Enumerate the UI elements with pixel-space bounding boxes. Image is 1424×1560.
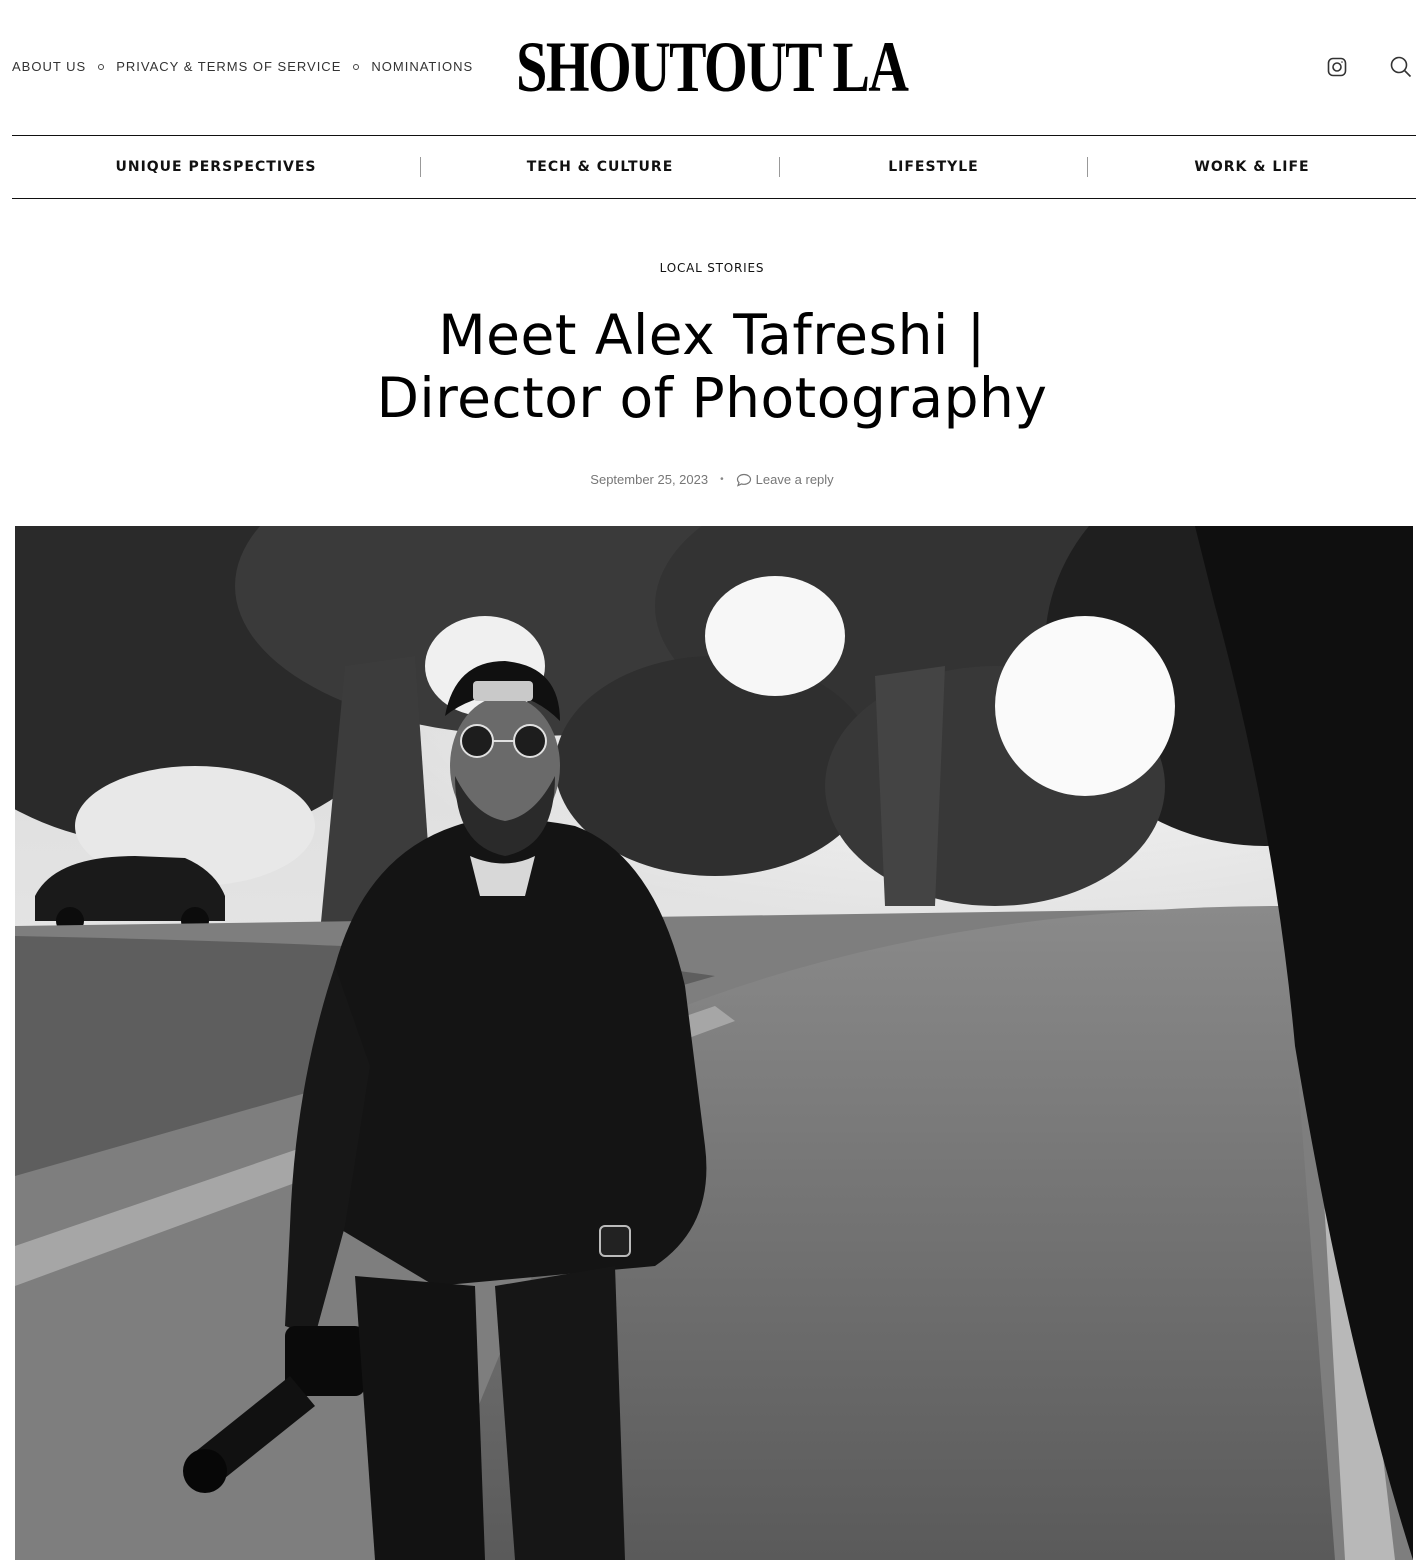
- site-logo[interactable]: [0, 28, 1424, 106]
- comment-icon: [736, 473, 752, 487]
- article-category[interactable]: LOCAL STORIES: [659, 261, 765, 275]
- header-icons: [1324, 54, 1414, 80]
- article-title: [300, 304, 1124, 430]
- leave-reply-label[interactable]: Leave a reply: [755, 472, 834, 487]
- article-title-line-1: Meet Alex Tafreshi |: [438, 303, 986, 367]
- nav-tech-culture[interactable]: TECH & CULTURE: [526, 159, 674, 175]
- site-header: [0, 0, 1424, 135]
- nav-lifestyle[interactable]: LIFESTYLE: [888, 159, 979, 175]
- article-title-line-2: Director of Photography: [376, 366, 1048, 430]
- hero-photo-illustration: [15, 526, 1413, 1560]
- site-logo-text[interactable]: SHOUTOUT LA: [516, 27, 908, 107]
- article-date[interactable]: September 25, 2023: [590, 472, 709, 487]
- nav-unique-perspectives[interactable]: UNIQUE PERSPECTIVES: [115, 159, 317, 175]
- main-navigation: [12, 135, 1416, 199]
- article-meta: [0, 472, 1424, 487]
- leave-reply-link[interactable]: [736, 472, 834, 487]
- about-us-link[interactable]: ABOUT US: [12, 59, 87, 74]
- meta-separator: •: [720, 474, 724, 485]
- privacy-terms-link[interactable]: PRIVACY & TERMS OF SERVICE: [116, 59, 342, 74]
- hero-photo: [15, 526, 1413, 1560]
- nav-work-life[interactable]: WORK & LIFE: [1194, 159, 1310, 175]
- nominations-link[interactable]: NOMINATIONS: [371, 59, 474, 74]
- instagram-icon[interactable]: [1324, 54, 1350, 80]
- search-icon[interactable]: [1388, 54, 1414, 80]
